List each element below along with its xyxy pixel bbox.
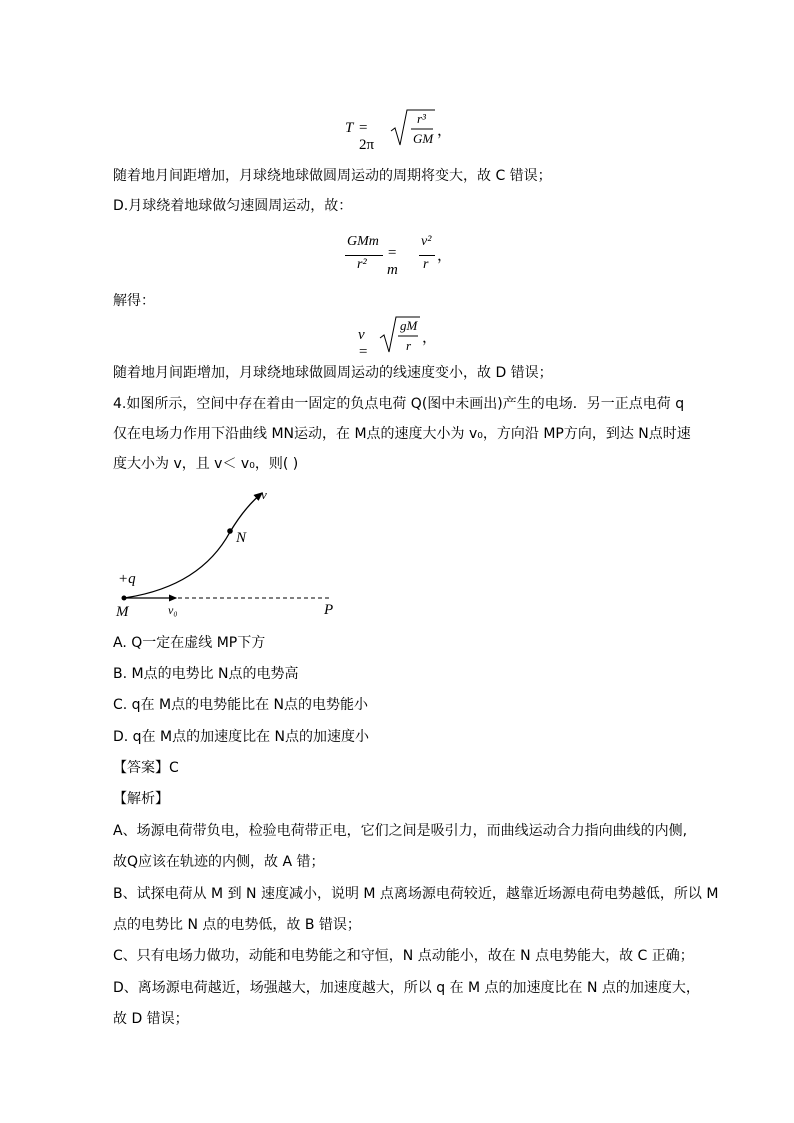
analysis-b-line-2: 点的电势比 N 点的电势低，故 B 错误； (113, 917, 361, 933)
label-m: M (116, 604, 129, 620)
formula-velocity-lhs: v = (358, 327, 369, 360)
option-b: B. M点的电势比 N点的电势高 (113, 666, 299, 682)
analysis-c-line-1: C、只有电场力做功，动能和电势能之和守恒，N 点动能小，故在 N 点电势能大，故 C 正确； (113, 948, 694, 964)
formula-velocity-comma: ， (422, 330, 438, 346)
label-p: P (324, 602, 334, 618)
answer: 【答案】C (113, 760, 179, 776)
analysis-d-line-1: D、离场源电荷越近，场强越大，加速度越大，所以 q 在 M 点的加速度比在 N 点的加速度大， (113, 980, 700, 996)
formula-period-den: GM (413, 131, 434, 146)
formula-force-lnum: GMm (347, 234, 379, 249)
formula-force-rnum: v² (421, 234, 432, 249)
analysis-heading: 【解析】 (113, 791, 169, 807)
option-d: D. q在 M点的加速度比在 N点的加速度小 (113, 729, 370, 745)
sqrt-sign (389, 107, 479, 151)
option-c: C. q在 M点的电势能比在 N点的电势能小 (113, 697, 369, 713)
formula-period-lhs: T (345, 120, 354, 136)
label-plus-q: +q (118, 571, 136, 587)
formula-velocity-num: gM (400, 318, 418, 333)
formula-period-num: r³ (417, 111, 426, 126)
text-c-conclusion: 随着地月间距增加，月球绕地球做圆周运动的周期将变大，故 C 错误； (113, 168, 552, 184)
fraction-bar-right (419, 255, 435, 256)
analysis-b-line-1: B、试探电荷从 M 到 N 速度减小，说明 M 点离场源电荷较近，越靠近场源电荷电势越低，所以 M (113, 886, 719, 902)
formula-force-comma: ， (437, 248, 453, 264)
text-solve: 解得： (113, 293, 155, 309)
question-line-3: 度大小为 v，且 v＜ v₀，则( ) (113, 456, 299, 472)
option-a: A. Q一定在虚线 MP下方 (113, 635, 266, 651)
label-n: N (236, 530, 247, 546)
formula-period-comma: ， (437, 123, 453, 139)
label-v: v (261, 487, 267, 502)
text-d-conclusion: 随着地月间距增加，月球绕地球做圆周运动的线速度变小，故 D 错误； (113, 365, 553, 381)
analysis-d-line-2: 故 D 错误； (113, 1011, 189, 1027)
fraction-bar-left (345, 255, 383, 256)
point-m (122, 596, 127, 601)
formula-force-lden: r² (357, 257, 367, 272)
formula-period-eq: = 2π (359, 120, 375, 153)
question-line-1: 4.如图所示，空间中存在着由一固定的负点电荷 Q(图中未画出)产生的电场．另一正点电荷 q (113, 396, 685, 412)
formula-force-eq: = m (387, 245, 398, 278)
question-line-2: 仅在电场力作用下沿曲线 MN运动，在 M点的速度大小为 v₀，方向沿 MP方向，到达 N点时速 (113, 426, 691, 442)
analysis-a-line-1: A、场源电荷带负电，检验电荷带正电，它们之间是吸引力，而曲线运动合力指向曲线的内侧, (113, 823, 688, 839)
label-v0: v₀ (168, 603, 178, 617)
formula-velocity-den: r (406, 338, 412, 353)
formula-force-rden: r (423, 257, 429, 272)
trajectory-figure (110, 487, 350, 622)
text-d-intro: D.月球绕着地球做匀速圆周运动，故： (113, 198, 353, 214)
point-n (227, 528, 233, 534)
analysis-a-line-2: 故Q应该在轨迹的内侧，故 A 错； (113, 854, 325, 870)
